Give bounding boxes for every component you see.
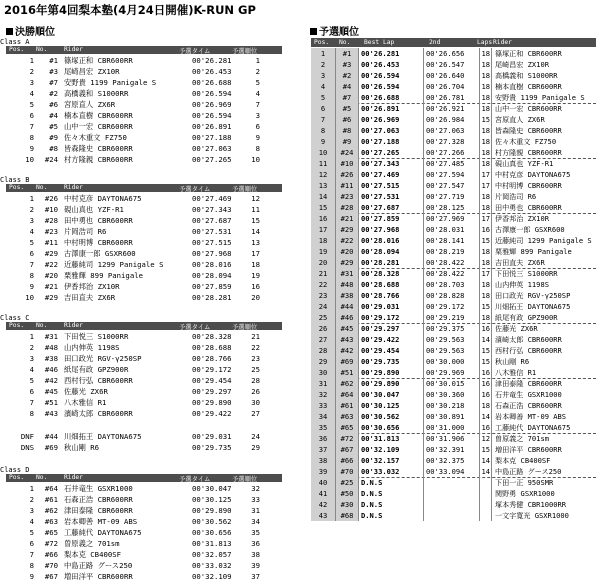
qualifying-row: 24 #44 00'29.031 00'29.172 15 川畑拓王 DAYTONA675 <box>311 301 596 312</box>
result-row: 3 #62 津田泰隆 CBR600RR 00'29.890 31 <box>29 506 260 515</box>
qualifying-row: 4 #4 00'26.594 00'26.704 18 楠本直樹 CBR600RR <box>311 81 596 92</box>
class-label: Class C <box>0 314 30 322</box>
qualifying-row: 29 #69 00'29.735 00'30.000 15 秋山剛 R6 <box>311 356 596 367</box>
result-row: 1 #64 石井竜生 GSXR1000 00'30.047 32 <box>29 484 260 493</box>
result-row: DNS #69 秋山剛 R6 00'29.735 29 <box>20 443 260 452</box>
qualifying-row: 36 #72 00'31.813 00'31.906 12 曽原義之 701sm <box>311 433 596 444</box>
result-row: 6 #29 古澤康一郎 GSXR600 00'27.968 17 <box>29 249 260 258</box>
qualifying-row: 12 #26 00'27.469 00'27.594 17 中村克彦 DAYTONA675 <box>311 169 596 180</box>
result-row: 1 #26 中村克彦 DAYTONA675 00'27.469 12 <box>29 194 260 203</box>
qualifying-row: 23 #38 00'28.766 00'28.828 18 田口政光 RGV-γ250SP <box>311 290 596 301</box>
qualifying-row: 1 #1 00'26.281 00'26.656 18 篠塚正和 CBR600RR <box>311 48 596 59</box>
result-row: 1 #31 下田悦三 S1000RR 00'28.328 21 <box>29 332 260 341</box>
class-header: Pos. No. Rider 予選タイム 予選順位 <box>6 46 282 54</box>
qualifying-row: 41 #50 D.N.S 関野勇 GSXR1000 <box>311 488 596 499</box>
result-row: 9 #21 伊香邦治 ZX10R 00'27.859 16 <box>29 282 260 291</box>
result-row: 7 #66 梨本克 CB400SF 00'32.057 38 <box>29 550 260 559</box>
result-row: 2 #48 山内伸英 1198S 00'28.688 22 <box>29 343 260 352</box>
qualifying-row: 25 #46 00'29.172 00'29.219 18 紙尾有政 GPZ900R <box>311 312 596 324</box>
result-row: 1 #1 篠塚正和 CBR600RR 00'26.281 1 <box>29 56 260 65</box>
result-row: 8 #9 佐々木重文 FZ750 00'27.188 9 <box>29 133 260 142</box>
result-row: 4 #23 片岡浩司 R6 00'27.531 14 <box>29 227 260 236</box>
qualifying-row: 30 #51 00'29.890 00'29.969 16 八木雅信 R1 <box>311 367 596 379</box>
qualifying-row: 7 #6 00'26.969 00'26.984 15 宮原直人 ZX6R <box>311 114 596 125</box>
qualifying-row: 16 #21 00'27.859 00'27.969 17 伊香邦治 ZX10R <box>311 213 596 224</box>
result-row: 4 #2 高橋義和 S1000RR 00'26.594 4 <box>29 89 260 98</box>
qualifying-row: 31 #62 00'29.890 00'30.015 16 津田泰隆 CBR600RR <box>311 378 596 389</box>
qualifying-row: 28 #42 00'29.454 00'29.563 15 西村行弘 CBR600RR <box>311 345 596 356</box>
final-results-heading: 決勝順位 <box>6 23 55 38</box>
class-label: Class D <box>0 466 30 474</box>
result-row: 6 #72 曽原義之 701sm 00'31.813 36 <box>29 539 260 548</box>
class-header: Pos. No. Rider 予選タイム 予選順位 <box>6 322 282 330</box>
qualifying-row: 38 #66 00'32.157 00'32.375 14 梨本克 CB400SF <box>311 455 596 466</box>
result-row: 3 #38 田口政光 RGV-γ250SP 00'28.766 23 <box>29 354 260 363</box>
qualifying-row: 39 #70 00'33.032 00'33.094 14 中島正路 グース250 <box>311 466 596 478</box>
result-row: 3 #7 安野貴 1199 Panigale S 00'26.688 5 <box>29 78 260 87</box>
result-row: 9 #67 増田洋平 CBR600RR 00'32.109 37 <box>29 572 260 581</box>
qualifying-row: 11 #10 00'27.343 00'27.485 18 硯山真也 YZF-R1 <box>311 158 596 169</box>
result-row: 8 #20 栗雅輝 899 Panigale 00'28.094 19 <box>29 271 260 280</box>
result-row: 5 #11 中村明博 CBR600RR 00'27.515 13 <box>29 238 260 247</box>
result-row: 2 #3 尾崎昌宏 ZX10R 00'26.453 2 <box>29 67 260 76</box>
qualifying-row: 19 #20 00'28.094 00'28.219 18 栗雅輝 899 Panigale <box>311 246 596 257</box>
qualifying-row: 20 #29 00'28.281 00'28.422 18 吉田直夫 ZX6R <box>311 257 596 269</box>
qualifying-row: 8 #8 00'27.063 00'27.063 18 皆森隆史 CBR600RR <box>311 125 596 136</box>
qualifying-row: 22 #48 00'28.688 00'28.703 18 山内伸英 1198S <box>311 279 596 290</box>
result-row: 5 #6 宮原直人 ZX6R 00'26.969 7 <box>29 100 260 109</box>
qualifying-row: 9 #9 00'27.188 00'27.328 18 佐々木重文 FZ750 <box>311 136 596 147</box>
result-row: 5 #42 西村行弘 CBR600RR 00'29.454 28 <box>29 376 260 385</box>
qualifying-header: Pos. No. Best Lap 2nd Laps Rider <box>311 38 596 47</box>
result-row: 8 #43 濱崎太郎 CBR600RR 00'29.422 27 <box>29 409 260 418</box>
qualifying-row: 37 #67 00'32.109 00'32.391 15 増田洋平 CBR600RR <box>311 444 596 455</box>
result-row: 8 #70 中島正路 グース250 00'33.032 39 <box>29 561 260 570</box>
qualifying-row: 18 #22 00'28.016 00'28.141 15 近藤純司 1299 Panigale S <box>311 235 596 246</box>
qualifying-row: 17 #29 00'27.968 00'28.031 16 古澤康一郎 GSXR600 <box>311 224 596 235</box>
qualifying-row: 34 #63 00'30.562 00'30.891 14 岩本卿善 MT-09 ABS <box>311 411 596 422</box>
result-row: 6 #4 楠本直樹 CBR600RR 00'26.594 3 <box>29 111 260 120</box>
qualifying-row: 43 #68 D.N.S 一文字寛光 GSXR1000 <box>311 510 596 521</box>
qualifying-table <box>311 38 596 518</box>
qualifying-row: 6 #5 00'26.891 00'26.921 18 山中一宏 CBR600RR <box>311 103 596 114</box>
qualifying-row: 13 #11 00'27.515 00'27.547 17 中村明博 CBR600RR <box>311 180 596 191</box>
class-label: Class B <box>0 176 30 184</box>
qualifying-row: 14 #23 00'27.531 00'27.719 18 片岡浩司 R6 <box>311 191 596 202</box>
result-row: 7 #5 山中一宏 CBR600RR 00'26.891 6 <box>29 122 260 131</box>
result-row: 10 #24 村方隆親 CBR600RR 00'27.265 10 <box>25 155 260 164</box>
qualifying-row: 26 #45 00'29.297 00'29.375 16 佐藤光 ZX6R <box>311 323 596 334</box>
qualifying-row: 2 #3 00'26.453 00'26.547 18 尾崎昌宏 ZX10R <box>311 59 596 70</box>
class-header: Pos. No. Rider 予選タイム 予選順位 <box>6 184 282 192</box>
qualifying-row: 32 #64 00'30.047 00'30.360 16 石井竜生 GSXR1000 <box>311 389 596 400</box>
result-row: 7 #22 近藤純司 1299 Panigale S 00'28.016 18 <box>29 260 260 269</box>
qualifying-row: 3 #2 00'26.594 00'26.640 18 高橋義和 S1000RR <box>311 70 596 81</box>
class-header: Pos. No. Rider 予選タイム 予選順位 <box>6 474 282 482</box>
result-row: 4 #46 紙尾有政 GPZ900R 00'29.172 25 <box>29 365 260 374</box>
qualifying-row: 33 #61 00'30.125 00'30.218 18 石森正浩 CBR600RR <box>311 400 596 411</box>
qualifying-row: 10 #24 00'27.265 00'27.266 18 村方隆親 CBR600RR <box>311 147 596 159</box>
qualifying-row: 35 #65 00'30.656 00'31.000 16 工藤純代 DAYTONA675 <box>311 422 596 434</box>
result-row: 4 #63 岩本卿善 MT-09 ABS 00'30.562 34 <box>29 517 260 526</box>
page-title: 2016年第4回梨本塾(4月24日開催)K-RUN GP <box>4 3 256 17</box>
qualifying-row: 42 #30 D.N.S 塚本秀健 CBR1000RR <box>311 499 596 510</box>
qualifying-heading: 予選順位 <box>310 23 359 38</box>
result-row: 3 #28 田中勇也 CBR600RR 00'27.687 15 <box>29 216 260 225</box>
result-row: 10 #29 吉田直夫 ZX6R 00'28.281 20 <box>25 293 260 302</box>
class-label: Class A <box>0 38 30 46</box>
result-row: DNF #44 川畑拓王 DAYTONA675 00'29.031 24 <box>20 432 260 441</box>
qualifying-row: 27 #43 00'29.422 00'29.563 14 濱崎太郎 CBR600RR <box>311 334 596 345</box>
result-row: 6 #45 佐藤光 ZX6R 00'29.297 26 <box>29 387 260 396</box>
qualifying-row: 40 #25 D.N.S 下田一正 950SMR <box>311 477 596 488</box>
result-row: 9 #8 皆森隆史 CBR600RR 00'27.063 8 <box>29 144 260 153</box>
result-row: 5 #65 工藤純代 DAYTONA675 00'30.656 35 <box>29 528 260 537</box>
result-row: 2 #61 石森正浩 CBR600RR 00'30.125 33 <box>29 495 260 504</box>
qualifying-row: 21 #31 00'28.328 00'28.422 17 下田悦三 S1000RR <box>311 268 596 279</box>
result-row: 2 #10 硯山真也 YZF-R1 00'27.343 11 <box>29 205 260 214</box>
qualifying-row: 15 #28 00'27.687 00'28.125 18 田中勇也 CBR600RR <box>311 202 596 214</box>
qualifying-row: 5 #7 00'26.688 00'26.781 18 安野貴 1199 Panigale S <box>311 92 596 104</box>
result-row: 7 #51 八木雅信 R1 00'29.890 30 <box>29 398 260 407</box>
